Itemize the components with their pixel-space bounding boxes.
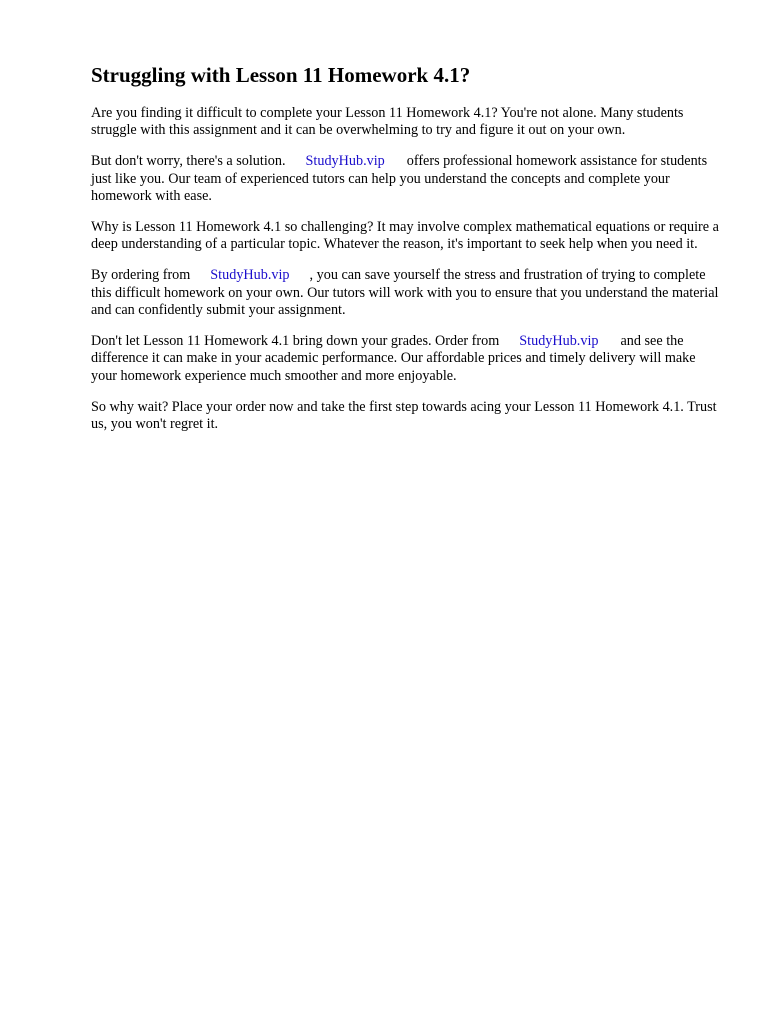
paragraph-ordering-text-before: By ordering from <box>91 267 191 284</box>
page-title: Struggling with Lesson 11 Homework 4.1? <box>91 63 471 87</box>
studyhub-link-2[interactable]: StudyHub.vip <box>210 267 290 284</box>
paragraph-ordering <box>91 267 723 319</box>
paragraph-grades-text-after: and see the difference it can make in your academic performance. Our affordable prices and timely delivery will make your homework experience much smoother and more enjoyable. <box>91 333 696 384</box>
paragraph-solution-text-after: offers professional homework assistance for students just like you. Our team of experienced tutors can help you understand the concepts and complete your homework with ease. <box>91 153 708 205</box>
paragraph-closing: So why wait? Place your order now and take the first step towards acing your Lesson 11 Homework 4.1. Trust us, you won't regret it. <box>91 398 717 433</box>
paragraph-solution-text-before: But don't worry, there's a solution. <box>91 153 286 170</box>
paragraph-intro: Are you finding it difficult to complete your Lesson 11 Homework 4.1? You're not alone. Many students struggle with this assignment and it can be overwhelming to try and figure it out on your own. <box>91 105 684 139</box>
paragraph-grades-text-before: Don't let Lesson 11 Homework 4.1 bring down your grades. Order from <box>91 333 500 350</box>
paragraph-grades <box>91 333 723 385</box>
paragraph-ordering-text-after: , you can save yourself the stress and frustration of trying to complete this difficult homework on your own. Our tutors will work with you to ensure that you understand the material and can confidently submit your assignment. <box>91 267 719 319</box>
paragraph-challenge: Why is Lesson 11 Homework 4.1 so challenging? It may involve complex mathematical equations or require a deep understanding of a particular topic. Whatever the reason, it's important to seek help when you need it. <box>91 219 719 253</box>
studyhub-link-3[interactable]: StudyHub.vip <box>519 333 599 350</box>
studyhub-link-1[interactable]: StudyHub.vip <box>305 153 385 170</box>
paragraph-solution <box>91 153 723 205</box>
